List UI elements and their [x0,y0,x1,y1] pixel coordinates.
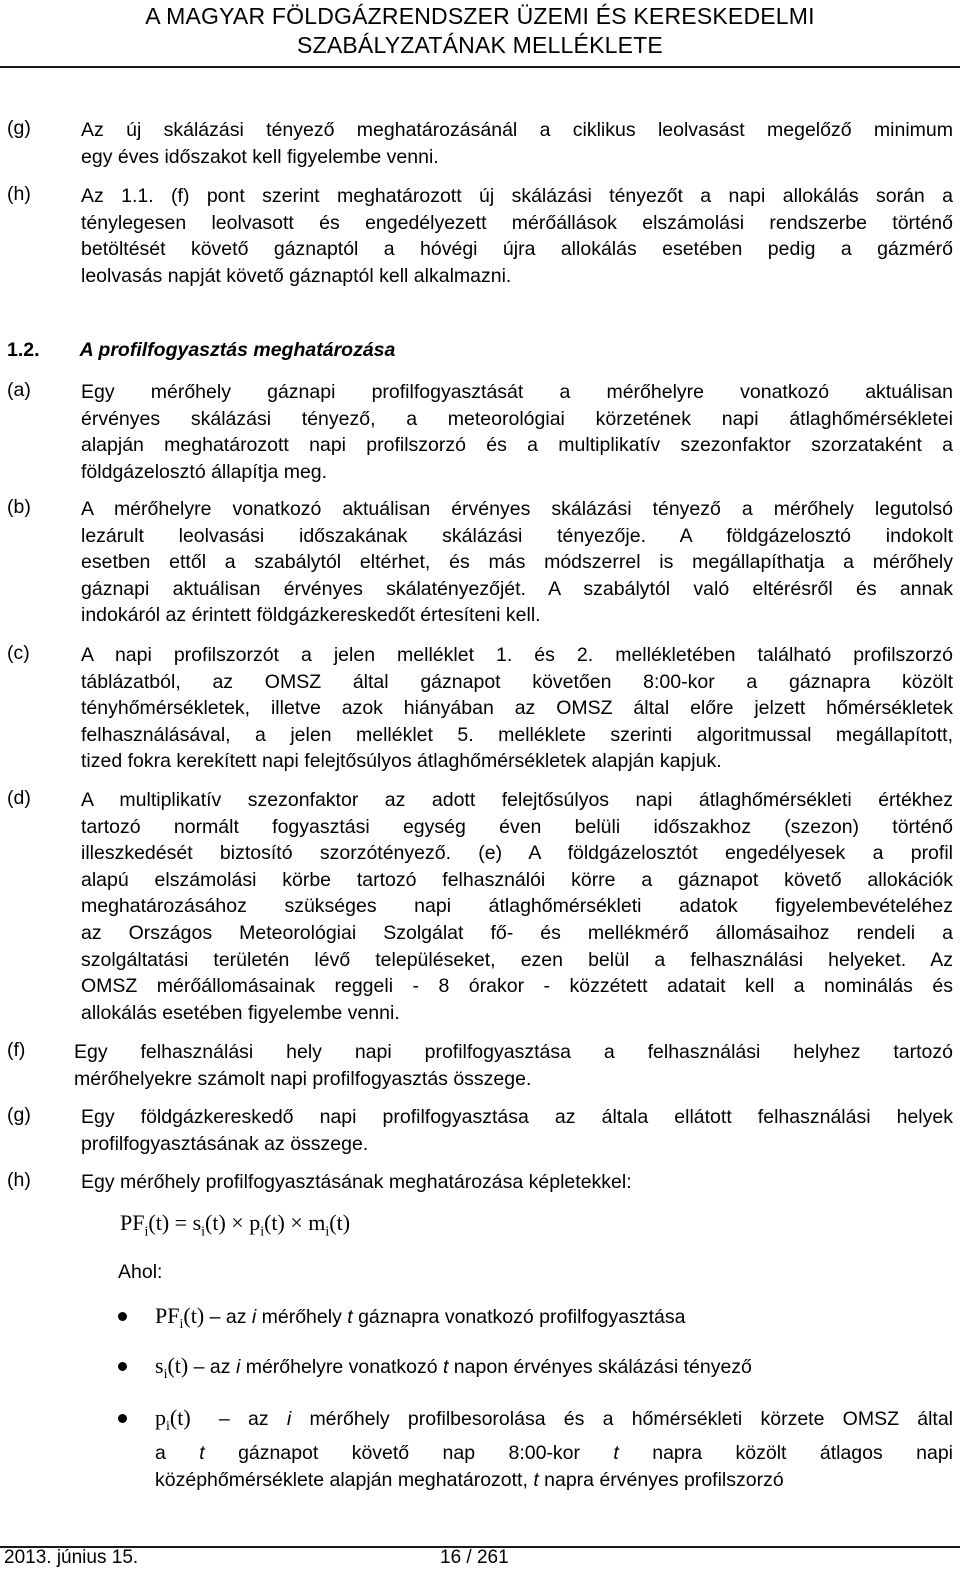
bullet-dot [118,1312,127,1321]
text-line: lezárult leolvasási időszakának skálázási tényezője. A földgázelosztó indokolt [81,524,953,547]
text-line: Egy mérőhely gáznapi profilfogyasztását a mérőhelyre vonatkozó aktuálisan [81,381,953,403]
item-text [81,183,953,289]
text-line: felhasználásával, a jelen melléklet 5. melléklete szerinti algoritmussal megállapított, [81,723,953,746]
bullet-text: $p_i(t)$ – az i mérőhely profilbesorolása és a hőmérsékleti körzete OMSZ által a t gáznapot követő nap 8:00-kor t napra közölt átlagos napi középhőmérséklete alapján meghatározott, t napra érvényes profilszorzó [155,1405,954,1491]
text-line: mérőhelyekre számolt napi profilfogyasztás összege. [74,1067,532,1090]
text-line: szolgáltatási területén lévő településeket, ezen belül a felhasználási helyeket. Az [81,948,953,971]
item-text [81,787,953,1026]
item-tag: (b) [7,496,31,518]
text-line: érvényes skálázási tényező, a meteorológiai körzetének napi átlaghőmérsékletei [81,407,953,430]
footer-page: 16 / 261 [440,1547,509,1568]
item-text [81,642,953,775]
text-line: A mérőhelyre vonatkozó aktuálisan érvényes skálázási tényező a mérőhely legutolsó [81,498,953,520]
item-text [81,1104,953,1157]
text-line: indokáról az érintett földgázkereskedőt értesíteni kell. [81,604,541,627]
text-line: alapú elszámolási körbe tartozó felhasználói körre a gáznapot követő allokációk [81,868,953,891]
text-line: Egy földgázkereskedő napi profilfogyasztása az általa ellátott felhasználási helyek [81,1106,953,1128]
formula: $PF_i(t) = s_i(t) \times p_i(t) \times m_i(t)$ [120,1210,351,1240]
item-text [81,1169,953,1196]
item-tag: (g) [7,117,31,139]
text-line: A multiplikatív szezonfaktor az adott felejtősúlyos napi átlaghőmérsékleti értékhez [81,789,953,811]
text-line: Egy felhasználási hely napi profilfogyasztása a felhasználási helyhez tartozó [74,1041,953,1063]
header-line-2: SZABÁLYZATÁNAK MELLÉKLETE [297,32,663,58]
text-line: tartozó normált fogyasztási egység éven belüli időszakhoz (szezon) történő [81,815,953,838]
text-line: az Országos Meteorológiai Szolgálat fő- és mellékmérő állomásaihoz rendeli a [81,921,953,944]
text-line: Az 1.1. (f) pont szerint meghatározott új skálázási tényezőt a napi allokálás során a [81,185,953,207]
text-line: meghatározásához szükséges napi átlaghőmérsékleti adatok figyelembevételéhez [81,895,953,918]
text-line: alapján meghatározott napi profilszorzó és a multiplikatív szezonfaktor szorzataként a [81,434,953,457]
bullet-dot [118,1362,127,1371]
section-title: A profilfogyasztás meghatározása [79,339,396,361]
section-heading [7,339,395,362]
item-tag: (c) [7,642,30,664]
text-line: gáznapi aktuálisan érvényes skálatényezőjét. A szabálytól való eltérésről és annak [81,577,953,600]
ahol-label: Ahol: [118,1261,163,1283]
text-line: földgázelosztó állapítja meg. [81,460,328,483]
text-line: tényhőmérsékletek, illetve azok hiányában az OMSZ által előre jelzett hőmérsékletek [81,697,953,720]
text-line: allokálás esetében figyelembe venni. [81,1001,400,1024]
text-line: illeszkedését biztosító szorzótényező. (e) A földgázelosztót engedélyesek a profil [81,842,953,865]
footer-date: 2013. június 15. [4,1547,139,1568]
text-line: ténylegesen leolvasott és engedélyezett mérőállások elszámolási rendszerbe történő [81,211,953,234]
text-line: Az új skálázási tényező meghatározásánál a ciklikus leolvasást megelőző minimum [81,119,953,141]
item-tag: (a) [7,379,31,401]
text-line: Egy mérőhely profilfogyasztásának meghatározása képletekkel: [81,1171,632,1193]
item-text [81,496,953,629]
item-tag: (f) [7,1039,26,1061]
section-number: 1.2. [7,339,40,361]
item-text [81,117,953,170]
item-tag: (g) [7,1104,31,1126]
text-line: OMSZ mérőállomásainak reggeli - 8 órakor - közzétett adatait kell a nominálás és [81,975,953,998]
item-tag: (h) [7,183,31,205]
text-line: profilfogyasztásának az összege. [81,1132,369,1155]
bullet-text: $s_i(t)$ – az i mérőhelyre vonatkozó t napon érvényes skálázási tényező [155,1353,752,1382]
text-line: egy éves időszakot kell figyelembe venni. [81,145,439,168]
text-line: betöltését követő gáznaptól a hóvégi újra allokálás esetében pedig a gázmérő [81,238,953,261]
item-text [81,379,953,485]
text-line: A napi profilszorzót a jelen melléklet 1. és 2. mellékletében található profilszorzó [81,644,953,666]
item-tag: (h) [7,1169,31,1191]
text-line: tized fokra kerekített napi felejtősúlyos átlaghőmérsékletek alapján kapjuk. [81,750,722,773]
item-tag: (d) [7,787,31,809]
bullet-text: $PF_i(t)$ – az i mérőhely t gáznapra vonatkozó profilfogyasztása [155,1303,686,1332]
item-text [74,1039,953,1092]
text-line: esetben ettől a szabálytól eltérhet, és más módszerrel is megállapíthatja a mérőhely [81,551,953,574]
bullet-dot [118,1414,127,1423]
text-line: táblázatból, az OMSZ által gáznapot követően 8:00-kor a gáznapra közölt [81,670,953,693]
header-line-1: A MAGYAR FÖLDGÁZRENDSZER ÜZEMI ÉS KERESKEDELMI [145,3,815,29]
page-header [0,0,960,68]
text-line: leolvasás napját követő gáznaptól kell alkalmazni. [81,264,512,287]
